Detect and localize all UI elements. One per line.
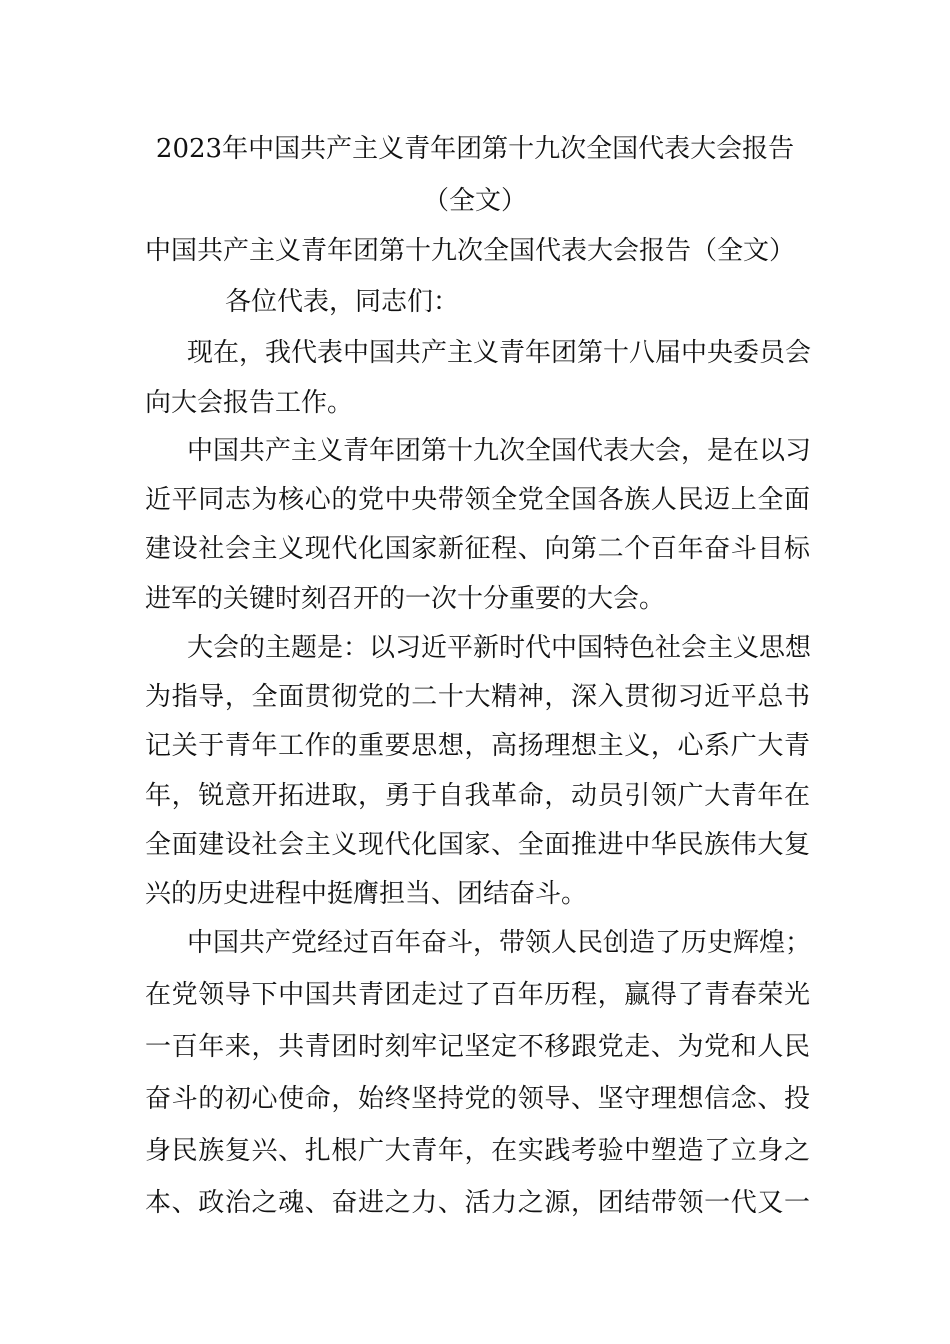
paragraph-4-line-4: 奋斗的初心使命，始终坚持党的领导、坚守理想信念、投 <box>145 1084 810 1114</box>
salutation: 各位代表，同志们： <box>225 287 460 317</box>
paragraph-3-line-4: 年，锐意开拓进取，勇于自我革命，动员引领广大青年在 <box>145 781 810 811</box>
paragraph-1-line-2: 向大会报告工作。 <box>145 388 354 418</box>
paragraph-1-line-1: 现在，我代表中国共产主义青年团第十八届中央委员会 <box>187 338 812 368</box>
paragraph-4-line-1: 中国共产党经过百年奋斗，带领人民创造了历史辉煌； <box>187 928 812 958</box>
paragraph-3-line-5: 全面建设社会主义现代化国家、全面推进中华民族伟大复 <box>145 830 810 860</box>
paragraph-4-line-2: 在党领导下中国共青团走过了百年历程，赢得了青春荣光 <box>145 980 810 1010</box>
paragraph-2-line-1: 中国共产主义青年团第十九次全国代表大会，是在以习 <box>187 436 812 466</box>
paragraph-2-line-2: 近平同志为核心的党中央带领全党全国各族人民迈上全面 <box>145 485 810 515</box>
paragraph-3-line-2: 为指导，全面贯彻党的二十大精神，深入贯彻习近平总书 <box>145 682 810 712</box>
paragraph-4-line-3: 一百年来，共青团时刻牢记坚定不移跟党走、为党和人民 <box>145 1032 810 1062</box>
document-title-line-1: 2023年中国共产主义青年团第十九次全国代表大会报告 <box>155 134 795 164</box>
paragraph-4-line-6: 本、政治之魂、奋进之力、活力之源，团结带领一代又一 <box>145 1188 810 1218</box>
document-title-line-2: （全文） <box>422 186 527 216</box>
paragraph-4-line-5: 身民族复兴、扎根广大青年，在实践考验中塑造了立身之 <box>145 1136 810 1166</box>
paragraph-3-line-1: 大会的主题是：以习近平新时代中国特色社会主义思想 <box>187 633 812 663</box>
paragraph-2-line-4: 进军的关键时刻召开的一次十分重要的大会。 <box>145 584 666 614</box>
paragraph-2-line-3: 建设社会主义现代化国家新征程、向第二个百年奋斗目标 <box>145 534 810 564</box>
paragraph-3-line-3: 记关于青年工作的重要思想，高扬理想主义，心系广大青 <box>145 731 810 761</box>
paragraph-3-line-6: 兴的历史进程中挺膺担当、团结奋斗。 <box>145 879 588 909</box>
document-subtitle: 中国共产主义青年团第十九次全国代表大会报告（全文） <box>145 236 796 266</box>
